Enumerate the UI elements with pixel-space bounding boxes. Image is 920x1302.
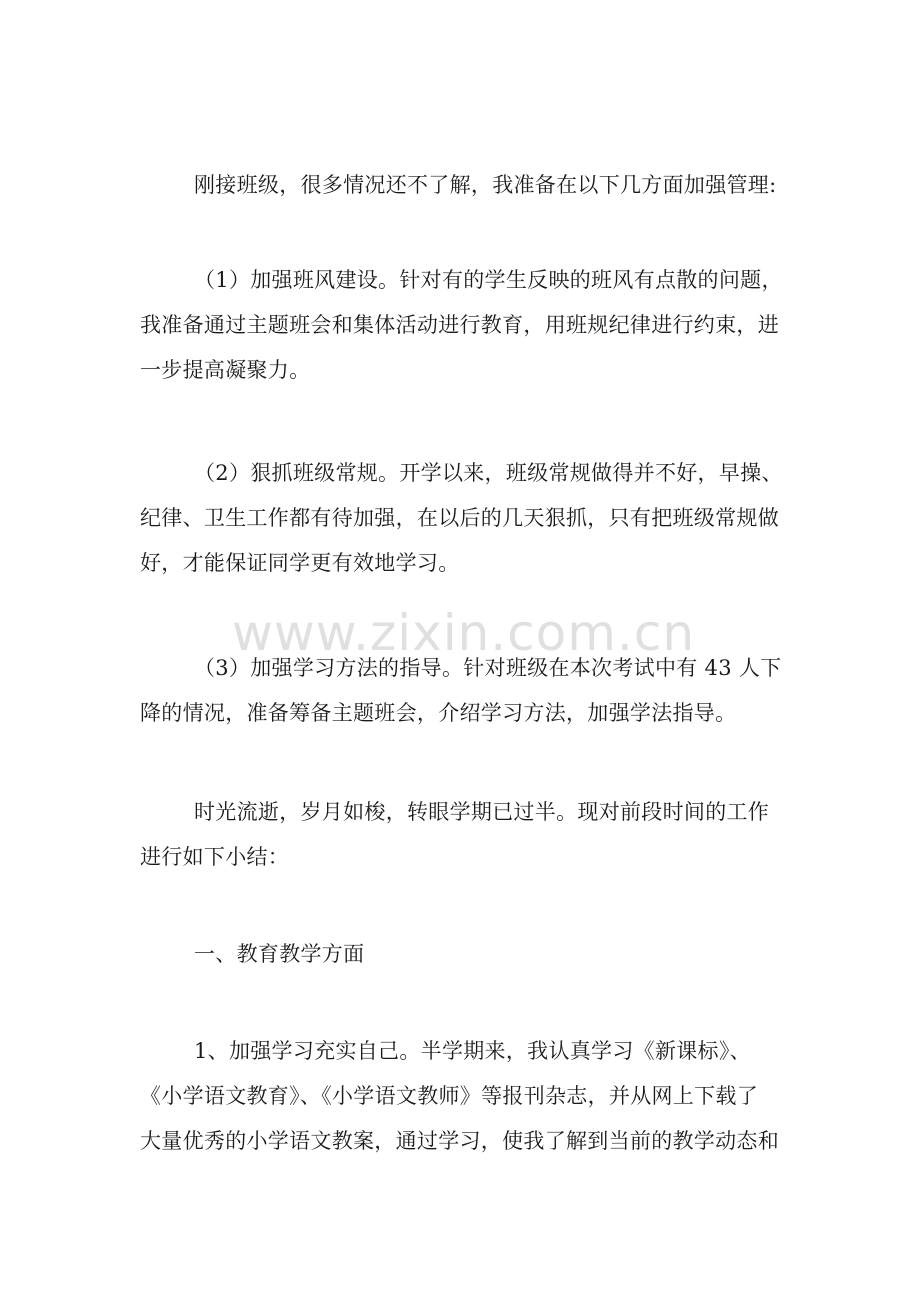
text-line: （3）加强学习方法的指导。针对班级在本次考试中有 43 人下 <box>194 656 782 680</box>
text-line: 时光流逝，岁月如梭，转眼学期已过半。现对前段时间的工作 <box>194 800 770 824</box>
text-line: 好，才能保证同学更有效地学习。 <box>140 551 460 575</box>
text-line: （1）加强班风建设。针对有的学生反映的班风有点散的问题， <box>194 268 783 292</box>
text-line: 进行如下小结： <box>140 845 290 869</box>
text-line: 一步提高凝聚力。 <box>140 358 311 382</box>
text-line: 我准备通过主题班会和集体活动进行教育，用班规纪律进行约束，进 <box>140 313 779 337</box>
text-line: 1、加强学习充实自己。半学期来，我认真学习《新课标》、 <box>194 1039 751 1063</box>
text-line: 一、教育教学方面 <box>194 942 365 966</box>
text-line: 刚接班级，很多情况还不了解，我准备在以下几方面加强管理: <box>194 173 777 197</box>
paragraph-item-1 <box>140 258 800 393</box>
text-line: 《小学语文教育》、《小学语文教师》等报刊杂志，并从网上下载了 <box>140 1084 758 1108</box>
text-line: （2）狠抓班级常规。开学以来，班级常规做得并不好，早操、 <box>194 461 783 485</box>
paragraph-summary <box>140 790 800 880</box>
section-heading <box>140 932 800 977</box>
watermark: www.zixin.com.cn <box>232 604 696 662</box>
text-line: 大量优秀的小学语文教案，通过学习，使我了解到当前的教学动态和 <box>140 1129 779 1153</box>
paragraph-intro <box>140 163 800 208</box>
text-line: 纪律、卫生工作都有待加强，在以后的几天狠抓，只有把班级常规做 <box>140 506 779 530</box>
paragraph-item-3 <box>140 646 800 736</box>
paragraph-item-2 <box>140 451 800 586</box>
text-line: 降的情况，准备筹备主题班会，介绍学习方法，加强学法指导。 <box>140 701 737 725</box>
paragraph-section-1 <box>140 1029 800 1164</box>
